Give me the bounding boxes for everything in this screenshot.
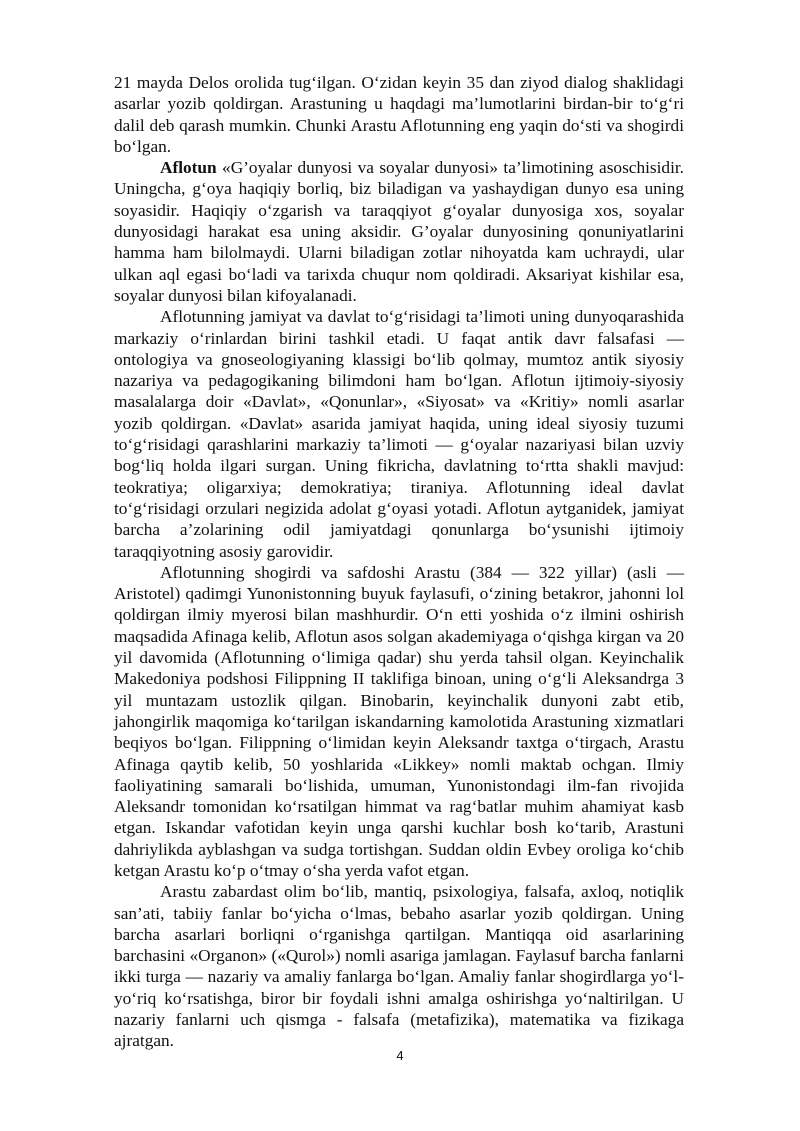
page-number: 4 [396, 1048, 404, 1063]
paragraph-4 [114, 562, 684, 881]
paragraph-2 [114, 157, 684, 306]
document-page [114, 72, 684, 1052]
paragraph-1 [114, 72, 684, 157]
paragraph-2-lead: Aflotun [160, 158, 217, 178]
paragraph-2-text: «G’oyalar dunyosi va soyalar dunyosi» ta’limotining asoschisidir. Uningcha, g‘oya haqiqiy borliq, biz biladigan va yashaydigan dunyo esa uning soyasidir. Haqiqiy o‘zgarish va taraqqiyot g‘oyalar dunyosiga xos, soyalar dunyosidagi harakat esa uning aksidir. G’oyalar dunyosining qonuniyatlarini hamma ham bilolmaydi. Ularni biladigan zotlar nihoyatda kam uchraydi, ular ulkan aql egasi bo‘ladi va tarixda chuqur nom qoldiradi. Aksariyat kishilar esa, soyalar dunyosi bilan kifoyalanadi. [114, 158, 684, 305]
paragraph-3-text: Aflotunning jamiyat va davlat to‘g‘risidagi ta’limoti uning dunyoqarashida markaziy o‘rinlardan birini tashkil etadi. U faqat antik davr falsafasi — ontologiya va gnoseologiyaning klassigi bo‘lib qolmay, mumtoz antik siyosiy nazariya va pedagogikaning bilimdoni ham bo‘lgan. Aflotun ijtimoiy-siyosiy masalalarga doir «Davlat», «Qonunlar», «Siyosat» va «Kritiy» nomli asarlar yozib qoldirgan. «Davlat» asarida jamiyat haqida, uning ideal siyosiy tuzumi to‘g‘risidagi qarashlarini markaziy ta’limoti — g‘oyalar nazariyasi bilan uzviy bog‘liq holda ilgari surgan. Uning fikricha, davlatning to‘rtta shakli mavjud: teokratiya; oligarxiya; demokratiya; tiraniya. Aflotunning ideal davlat to‘g‘risidagi orzulari negizida adolat g‘oyasi yotadi. Aflotun aytganidek, jamiyat barcha a’zolarining odil jamiyatdagi qonunlarga bo‘ysunishi ijtimoiy taraqqiyotning asosiy garovidir. [114, 307, 684, 561]
paragraph-4-text: Aflotunning shogirdi va safdoshi Arastu (384 — 322 yillar) (asli — Aristotel) qadimgi Yunonistonning buyuk faylasufi, o‘zining betakror, jahonni lol qoldirgan ilmiy myerosi bilan mashhurdir. O‘n etti yoshida o‘z ilmini oshirish maqsadida Afinaga kelib, Aflotun asos solgan akademiyaga o‘qishga kirgan va 20 yil davomida (Aflotunning o‘limiga qadar) shu yerda tahsil olgan. Keyinchalik Makedoniya podshosi Filippning II taklifiga binoan, uning o‘g‘li Aleksandrga 3 yil muntazam ustozlik qilgan. Binobarin, keyinchalik dunyoni zabt etib, jahongirlik maqomiga ko‘tarilgan iskandarning kamolotida Arastuning xizmatlari beqiyos bo‘lgan. Filippning o‘limidan keyin Aleksandr taxtga o‘tirgach, Arastu Afinaga qaytib kelib, 50 yoshlarida «Likkey» nomli maktab ochgan. Ilmiy faoliyatining samarali bo‘lishida, umuman, Yunonistondagi ilm-fan rivojida Aleksandr tomonidan ko‘rsatilgan himmat va rag‘batlar muhim ahamiyat kasb etgan. Iskandar vafotidan keyin unga qarshi kuchlar bosh ko‘tarib, Arastuni dahriylikda ayblashgan va sudga tortishgan. Suddan oldin Evbey oroliga ko‘chib ketgan Arastu ko‘p o‘tmay o‘sha yerda vafot etgan. [114, 562, 684, 880]
paragraph-5-text: Arastu zabardast olim bo‘lib, mantiq, psixologiya, falsafa, axloq, notiqlik san’ati, tabiiy fanlar bo‘yicha o‘lmas, bebaho asarlar yozib qoldirgan. Uning barcha asarlari borliqni o‘rganishga qartilgan. Mantiqqa oid asarlarining barchasini «Organon» («Qurol») nomli asariga jamlagan. Faylasuf barcha fanlarni ikki turga — nazariy va amaliy fanlarga bo‘lgan. Amaliy fanlar shogirdlarga yo‘l-yo‘riq ko‘rsatishga, biror bir foydali ishni amalga oshirishga yo‘naltirilgan. U nazariy fanlarni uch qismga - falsafa (metafizika), matematika va fizikaga ajratgan. [114, 882, 684, 1051]
paragraph-5 [114, 881, 684, 1051]
paragraph-3 [114, 306, 684, 562]
paragraph-1-text: 21 mayda Delos orolida tug‘ilgan. O‘zidan keyin 35 dan ziyod dialog shaklidagi asarlar yozib qoldirgan. Arastuning u haqdagi ma’lumotlarini birdan-bir to‘g‘ri dalil deb qarash mumkin. Chunki Arastu Aflotunning eng yaqin do‘sti va shogirdi bo‘lgan. [114, 73, 684, 156]
